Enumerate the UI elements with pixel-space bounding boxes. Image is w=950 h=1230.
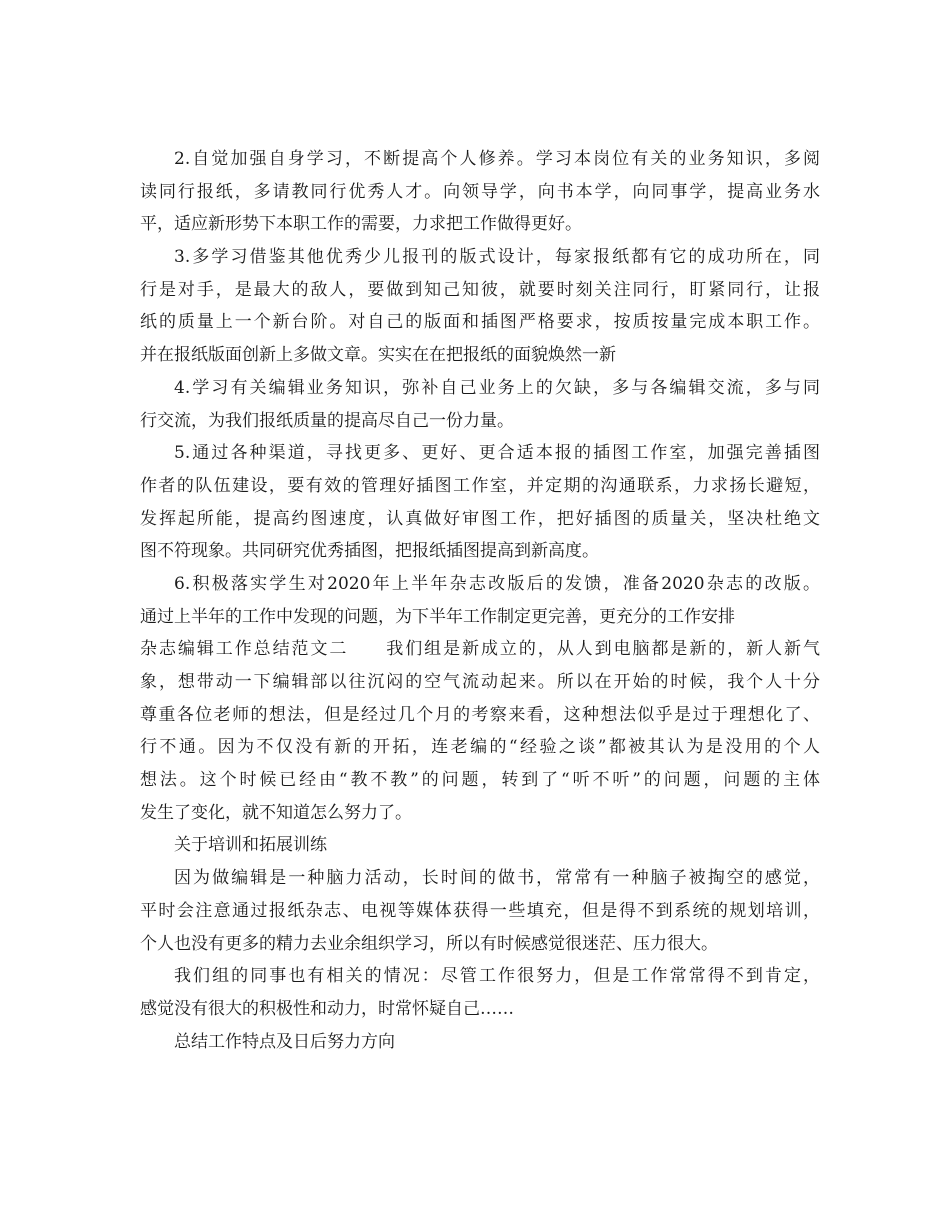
text-line: 想法。这个时候已经由“教不教”的问题，转到了“听不听”的问题，问题的主体: [140, 770, 820, 791]
text-line: 纸的质量上一个新台阶。对自己的版面和插图严格要求，按质按量完成本职工作。: [140, 312, 820, 333]
text-line: 我们组的同事也有相关的情况：尽管工作很努力，但是工作常常得不到肯定，: [174, 966, 820, 987]
text-line: 4.学习有关编辑业务知识，弥补自己业务上的欠缺，多与各编辑交流，多与同: [174, 377, 820, 398]
text-line: 5.通过各种渠道，寻找更多、更好、更合适本报的插图工作室，加强完善插图: [174, 443, 820, 464]
text-line: 读同行报纸，多请教同行优秀人才。向领导学，向书本学，向同事学，提高业务水: [140, 181, 820, 202]
text-line: 象，想带动一下编辑部以往沉闷的空气流动起来。所以在开始的时候，我个人十分: [140, 672, 820, 692]
text-line: 感觉没有很大的积极性和动力，时常怀疑自己……: [140, 998, 514, 1019]
text-line: 2.自觉加强自身学习，不断提高个人修养。学习本岗位有关的业务知识，多阅: [174, 149, 820, 169]
text-line: 6.积极落实学生对2020年上半年杂志改版后的发馈，准备2020杂志的改版。: [174, 573, 820, 594]
text-line: 行交流，为我们报纸质量的提高尽自己一份力量。: [140, 410, 514, 431]
text-line: 杂志编辑工作总结范文二 我们组是新成立的，从人到电脑都是新的，新人新气: [140, 639, 820, 660]
text-line: 总结工作特点及日后努力方向: [174, 1031, 395, 1052]
text-line: 发挥起所能，提高约图速度，认真做好审图工作，把好插图的质量关，坚决杜绝文: [140, 508, 820, 529]
text-line: 平时会注意通过报纸杂志、电视等媒体获得一些填充，但是得不到系统的规划培训，: [140, 900, 820, 921]
text-line: 因为做编辑是一种脑力活动，长时间的做书，常常有一种脑子被掏空的感觉，: [174, 868, 820, 889]
text-line: 并在报纸版面创新上多做文章。实实在在把报纸的面貌焕然一新: [140, 345, 616, 366]
text-line: 行不通。因为不仅没有新的开拓，连老编的“经验之谈”都被其认为是没用的个人: [140, 737, 820, 758]
document-body: [140, 143, 820, 1058]
text-line: 个人也没有更多的精力去业余组织学习，所以有时候感觉很迷茫、压力很大。: [140, 933, 718, 954]
text-line: 3.多学习借鉴其他优秀少儿报刊的版式设计，每家报纸都有它的成功所在，同: [174, 247, 820, 268]
text-line: 图不符现象。共同研究优秀插图，把报纸插图提高到新高度。: [140, 541, 599, 562]
text-line: 尊重各位老师的想法，但是经过几个月的考察来看，这种想法似乎是过于理想化了、: [140, 704, 820, 725]
text-line: 关于培训和拓展训练: [174, 835, 327, 856]
text-line: 发生了变化，就不知道怎么努力了。: [140, 802, 412, 823]
text-line: 作者的队伍建设，要有效的管理好插图工作室，并定期的沟通联系，力求扬长避短，: [140, 475, 820, 496]
text-line: 行是对手，是最大的敌人，要做到知己知彼，就要时刻关注同行，盯紧同行，让报: [140, 279, 820, 300]
text-line: 平，适应新形势下本职工作的需要，力求把工作做得更好。: [140, 214, 582, 235]
text-line: 通过上半年的工作中发现的问题，为下半年工作制定更完善，更充分的工作安排: [140, 606, 735, 627]
